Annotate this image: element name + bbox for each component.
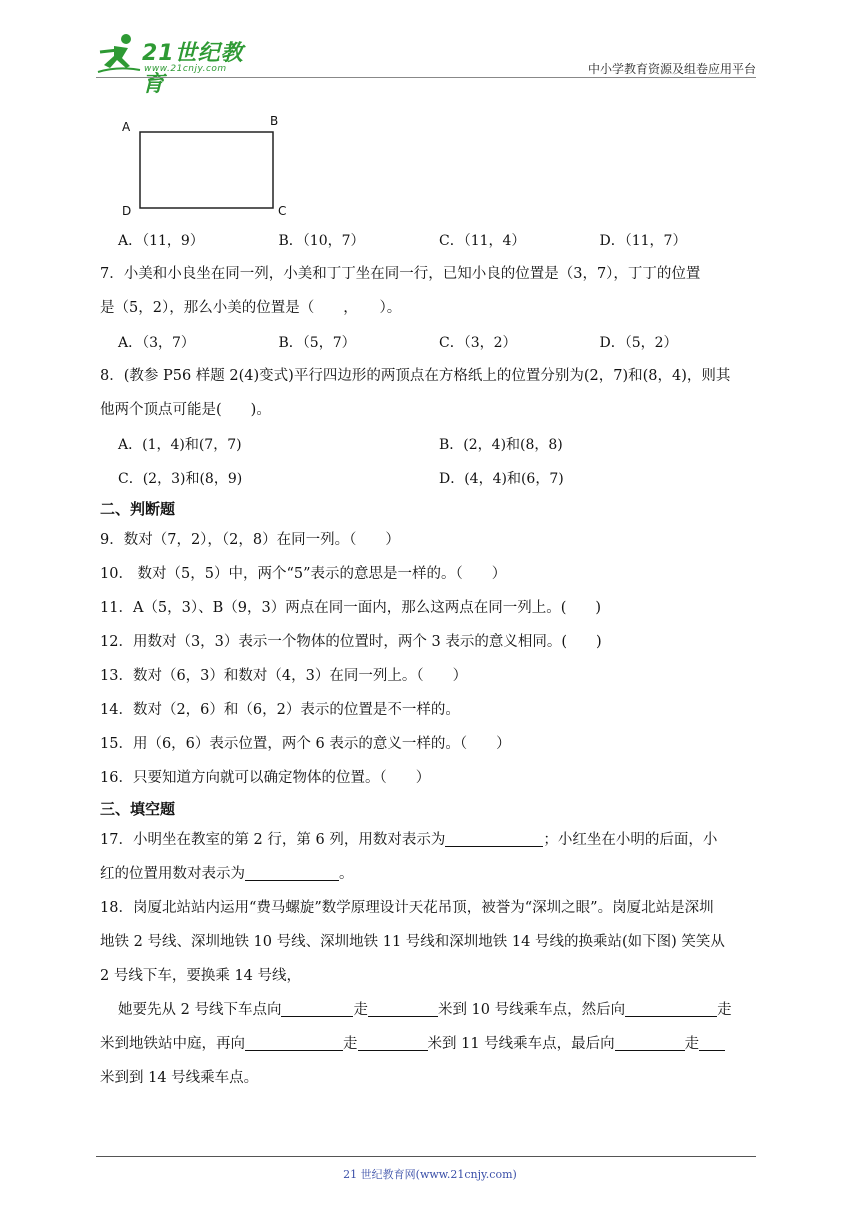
q18-line-6: 米到到 14 号线乘车点。 [100, 1070, 259, 1086]
judge-question-16: 16．只要知道方向就可以确定物体的位置。（ ） [100, 770, 431, 786]
section-heading-fill: 三、填空题 [100, 800, 176, 818]
q7-option-c[interactable]: C．（3，2） [439, 335, 517, 351]
judge-question-9: 9．数对（7，2），（2，8）在同一列。（ ） [100, 532, 400, 548]
judge-question-15: 15．用（6，6）表示位置，两个 6 表示的意义一样的。（ ） [100, 736, 511, 752]
q8-options-row-2 [100, 461, 760, 495]
q17-line-2 [100, 857, 760, 891]
q8-options-row-1 [100, 427, 760, 461]
q18-line-5 [100, 1027, 760, 1061]
document-body [100, 108, 760, 1095]
header-divider [96, 77, 756, 78]
q7-option-a[interactable]: A．（3，7） [118, 335, 195, 351]
q7-line-1: 7．小美和小良坐在同一列，小美和丁丁坐在同一行，已知小良的位置是（3，7），丁丁的位置 [100, 266, 701, 282]
q8-option-d[interactable]: D．(4，4)和(6，7) [439, 471, 564, 487]
rectangle-figure [120, 108, 320, 223]
q17-line-1 [100, 823, 760, 857]
logo-text: 21世纪教育 [142, 41, 244, 97]
logo-url: www.21cnjy.com [144, 64, 227, 74]
q6-option-c[interactable]: C．（11，4） [439, 233, 526, 249]
q18-blank-7[interactable] [699, 1034, 725, 1051]
q7-options [100, 325, 760, 359]
q18-text-5c: 米到 11 号线乘车点，最后向 [427, 1036, 615, 1052]
q6-option-a[interactable]: A．（11，9） [118, 233, 204, 249]
q8-option-a[interactable]: A．(1，4)和(7，7) [118, 437, 242, 453]
platform-title: 中小学教育资源及组卷应用平台 [587, 62, 756, 76]
vertex-label-a: A [122, 120, 131, 134]
q18-blank-2[interactable] [368, 1000, 438, 1017]
runner-logo-icon [96, 32, 142, 76]
vertex-label-d: D [122, 204, 132, 218]
q8-option-c[interactable]: C．(2，3)和(8，9) [118, 471, 243, 487]
q18-line-1: 18．岗厦北站站内运用“费马螺旋”数学原理设计天花吊顶，被誉为“深圳之眼”。岗厦北站是深圳 [100, 900, 714, 916]
q18-text-4c: 米到 10 号线乘车点，然后向 [437, 1002, 626, 1018]
q17-blank-2[interactable] [245, 864, 339, 881]
q18-blank-1[interactable] [281, 1000, 353, 1017]
q7-line-2: 是（5，2），那么小美的位置是（ ， ）。 [100, 300, 402, 316]
judge-question-11: 11．A（5，3）、B（9，3）两点在同一面内，那么这两点在同一列上。( ) [100, 600, 602, 616]
q18-line-3: 2 号线下车，要换乘 14 号线， [100, 968, 302, 984]
q18-line-4 [100, 993, 760, 1027]
q7-option-d[interactable]: D．（5，2） [599, 335, 678, 351]
rectangle-diagram [120, 108, 320, 223]
q6-options [100, 223, 760, 257]
q17-text-4: 。 [339, 866, 354, 882]
q17-text-2: ；小红坐在小明的后面，小 [543, 832, 718, 848]
q8-option-b[interactable]: B．(2，4)和(8，8) [439, 437, 563, 453]
q8-line-2: 他两个顶点可能是( )。 [100, 402, 271, 418]
q18-text-5d: 走 [684, 1036, 700, 1052]
q17-text-3: 红的位置用数对表示为 [100, 866, 245, 882]
judge-question-13: 13．数对（6，3）和数对（4，3）在同一列上。（ ） [100, 668, 468, 684]
q18-text-4b: 走 [353, 1002, 368, 1018]
q18-text-4d: 走 [717, 1002, 732, 1018]
q18-line-2: 地铁 2 号线、深圳地铁 10 号线、深圳地铁 11 号线和深圳地铁 14 号线的换乘站(如下图) 笑笑从 [100, 934, 725, 950]
q18-blank-4[interactable] [245, 1034, 343, 1051]
q7-option-b[interactable]: B．（5，7） [278, 335, 356, 351]
vertex-label-c: C [278, 204, 287, 218]
page-footer[interactable]: 21 世纪教育网(www.21cnjy.com) [343, 1168, 517, 1181]
page-header [96, 30, 756, 97]
q18-text-5a: 米到地铁站中庭，再向 [100, 1036, 245, 1052]
q6-option-b[interactable]: B．（10，7） [278, 233, 365, 249]
judge-question-12: 12．用数对（3，3）表示一个物体的位置时，两个 3 表示的意义相同。( ) [100, 634, 602, 650]
q18-blank-5[interactable] [358, 1034, 428, 1051]
q6-option-d[interactable]: D．（11，7） [599, 233, 687, 249]
q18-blank-6[interactable] [615, 1034, 685, 1051]
q18-text-4a: 她要先从 2 号线下车点向 [118, 1002, 282, 1018]
section-heading-judge: 二、判断题 [100, 500, 176, 518]
site-logo[interactable] [96, 30, 266, 97]
vertex-label-b: B [270, 114, 279, 128]
q18-blank-3[interactable] [625, 1000, 717, 1017]
judge-question-14: 14．数对（2，6）和（6，2）表示的位置是不一样的。 [100, 702, 460, 718]
q18-text-5b: 走 [343, 1036, 358, 1052]
q17-text-1: 17．小明坐在教室的第 2 行，第 6 列，用数对表示为 [100, 832, 446, 848]
q17-blank-1[interactable] [445, 830, 543, 847]
q8-line-1: 8．(教参 P56 样题 2(4)变式)平行四边形的两顶点在方格纸上的位置分别为(2，7)和(8，4)，则其 [100, 368, 731, 384]
footer-divider [96, 1156, 756, 1157]
judge-question-10: 10． 数对（5，5）中，两个“5”表示的意思是一样的。（ ） [100, 566, 507, 582]
